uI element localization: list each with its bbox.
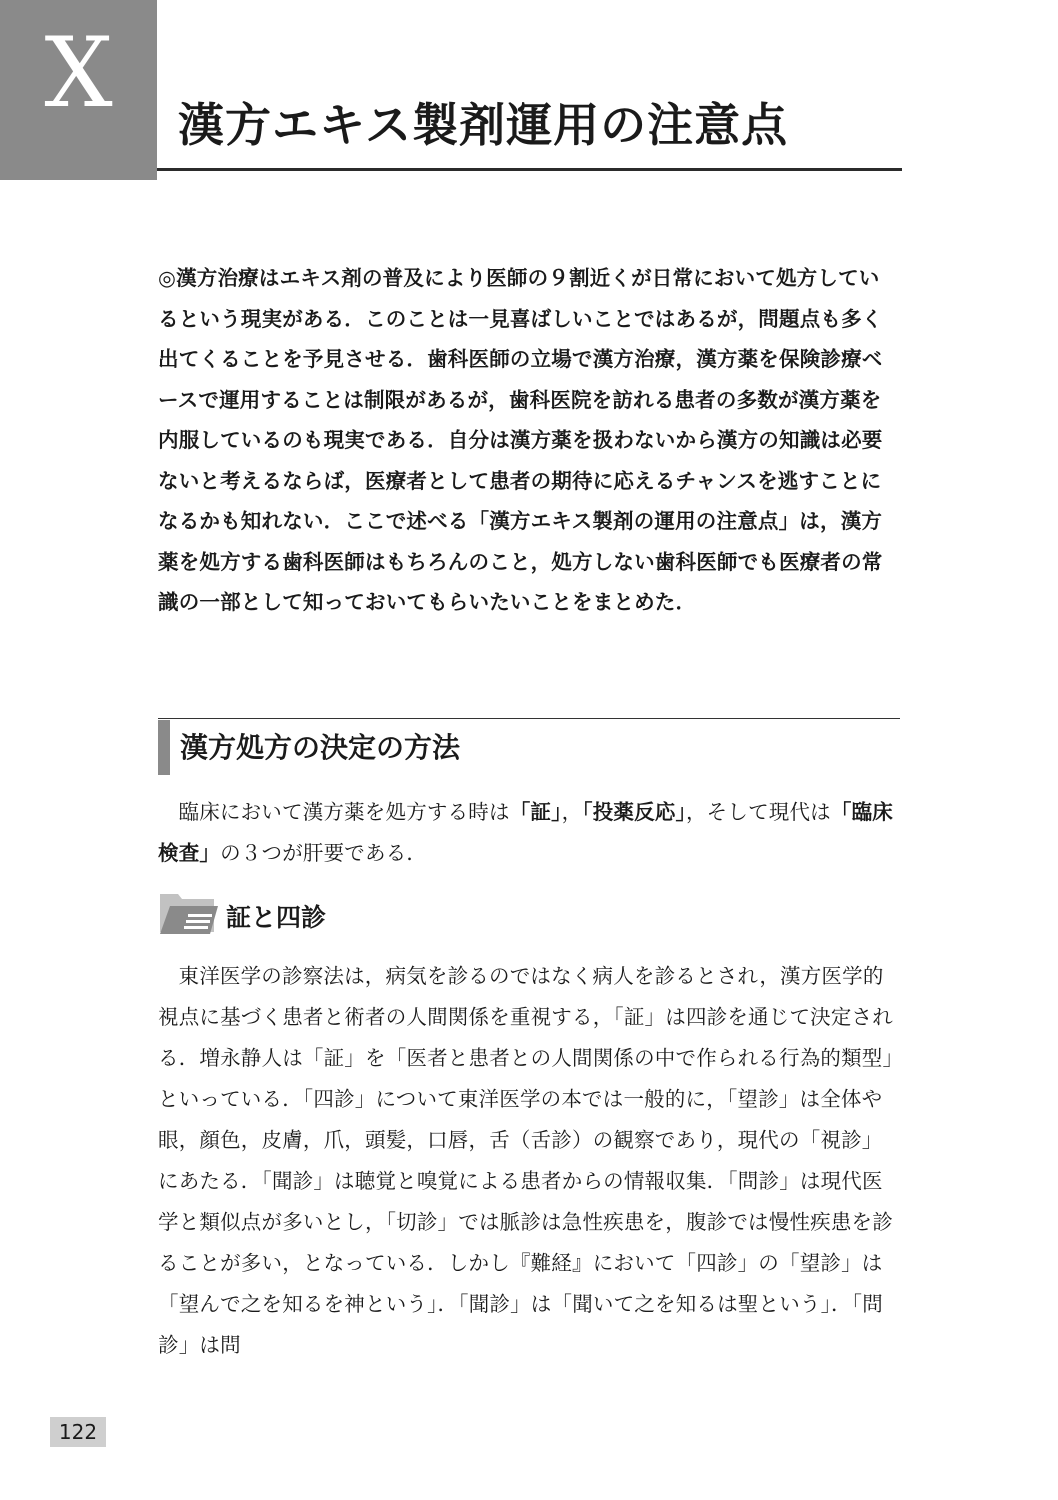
section-rule [158,718,900,719]
folder-icon [158,888,218,936]
intro-paragraph: ◎漢方治療はエキス剤の普及により医師の９割近くが日常において処方しているという現実がある．このことは一見喜ばしいことではあるが，問題点も多く出てくることを予見させる．歯科医師の立場で漢方治療，漢方薬を保険診療ベースで運用することは制限があるが，歯科医院を訪れる患者の多数が漢方薬を内服しているのも現実である．自分は漢方薬を扱わないから漢方の知識は必要ないと考えるならば，医療者として患者の期待に応えるチャンスを逃すことになるかも知れない．ここで述べる「漢方エキス製剤の運用の注意点」は，漢方薬を処方する歯科医師はもちろんのこと，処方しない歯科医師でも医療者の常識の一部として知っておいてもらいたいことをまとめた． [158,266,883,614]
text-run: ，そして現代は [685,800,831,824]
text-run: ， [561,800,583,824]
chapter-letter: X [44,17,113,129]
title-underline [157,168,902,171]
text-run: の３つが肝要である． [220,841,428,865]
subsection-heading: 証と四診 [226,903,327,932]
section-marker-bar [158,720,170,775]
subsection-paragraph: 東洋医学の診察法は，病気を診るのではなく病人を診るとされ，漢方医学的視点に基づく患者と術者の人間関係を重視する，「証」は四診を通じて決定される．増永静人は「証」を「医者と患者との人間関係の中で作られる行為的類型」といっている．「四診」について東洋医学の本では一般的に，「望診」は全体や眼，顔色，皮膚，爪，頭髪，口唇，舌（舌診）の観察であり，現代の「視診」にあたる．「聞診」は聴覚と嗅覚による患者からの情報収集．「問診」は現代医学と類似点が多いとし，「切診」では脈診は急性疾患を，腹診では慢性疾患を診ることが多い，となっている．しかし『難経』において「四診」の「望診」は「望んで之を知るを神という」．「聞診」は「聞いて之を知るは聖という」．「問診」は問 [158,964,893,1357]
section-paragraph [158,792,900,874]
keyword-toyaku-hanno: 「投薬反応」 [582,800,686,824]
page-number: 122 [50,1417,106,1447]
keyword-rinsho-kensa: 「臨床検査」 [158,800,893,865]
text-run: 臨床において漢方薬を処方する時は [178,800,510,824]
chapter-title: 漢方エキス製剤運用の注意点 [178,98,789,152]
keyword-sho: 「証」 [509,800,562,824]
section-heading: 漢方処方の決定の方法 [180,731,461,764]
chapter-number-box [0,0,157,180]
